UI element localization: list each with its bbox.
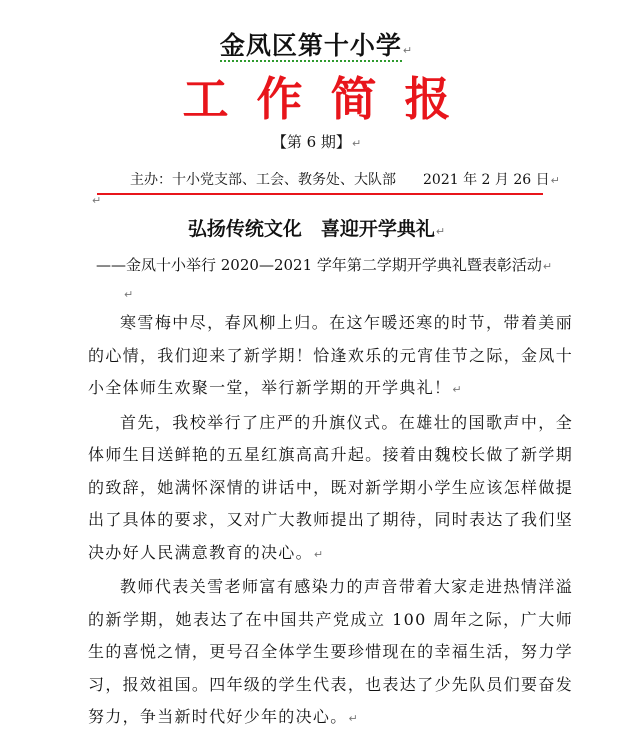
article-paragraph-text: 首先，我校举行了庄严的升旗仪式。在雄壮的国歌声中，全体师生目送鲜艳的五星红旗高高升起。接着由魏校长做了新学期的致辞，她满怀深情的讲话中，既对新学期小学生应该怎样做提出了具体的要求，又对广大教师提出了期待，同时表达了我们坚决办好人民满意教育的决心。: [88, 412, 573, 562]
article-paragraph-text: 寒雪梅中尽，春风柳上归。在这乍暖还寒的时节，带着美丽的心情，我们迎来了新学期！恰逢欢乐的元宵佳节之际，金凤十小全体师生欢聚一堂，举行新学期的开学典礼！: [88, 313, 573, 397]
paragraph-mark-icon: ↵: [435, 225, 446, 238]
paragraph-mark-icon: ↵: [124, 288, 134, 301]
school-name: [0, 26, 633, 62]
paragraph-mark-icon: ↵: [348, 712, 360, 725]
sponsor-line: 主办：十小党支部、工会、教务处、大队部: [130, 172, 396, 188]
issue-number-text: 【第 6 期】: [271, 133, 351, 151]
paragraph-mark-icon: ↵: [402, 44, 414, 57]
paragraph-mark-icon: ↵: [452, 383, 463, 396]
publish-date: [423, 169, 560, 189]
paragraph-mark-icon: ↵: [313, 547, 325, 561]
paragraph-mark-icon: ↵: [92, 194, 102, 207]
school-name-text: 金凤区第十小学: [219, 31, 402, 60]
article-body: [88, 307, 573, 736]
article-paragraph: [88, 407, 573, 572]
article-paragraph: [88, 307, 573, 407]
article-subheadline-text: ——金凤十小举行 2020—2021 学年第二学期开学典礼暨表彰活动: [96, 256, 542, 274]
article-subheadline: [96, 254, 552, 275]
paragraph-mark-icon: ↵: [542, 260, 553, 273]
red-divider-line: [97, 193, 543, 195]
article-paragraph-text: 教师代表关雪老师富有感染力的声音带着大家走进热情洋溢的新学期，她表达了在中国共产党成立 100 周年之际，广大师生的喜悦之情，更号召全体学生要珍惜现在的幸福生活，努力学习，报效祖国。四年级的学生代表，也表达了少先队员们要奋发努力，争当新时代好少年的决心。: [88, 577, 573, 726]
article-headline-text: 弘扬传统文化 喜迎开学典礼: [187, 218, 435, 240]
paragraph-mark-icon: ↵: [351, 137, 362, 150]
publish-date-text: 2021 年 2 月 26 日: [423, 172, 550, 188]
paragraph-mark-icon: ↵: [550, 174, 560, 187]
bulletin-title: 工作简报: [182, 72, 479, 126]
issue-number: [0, 131, 633, 152]
article-paragraph: [88, 571, 573, 736]
article-headline: [0, 214, 633, 241]
